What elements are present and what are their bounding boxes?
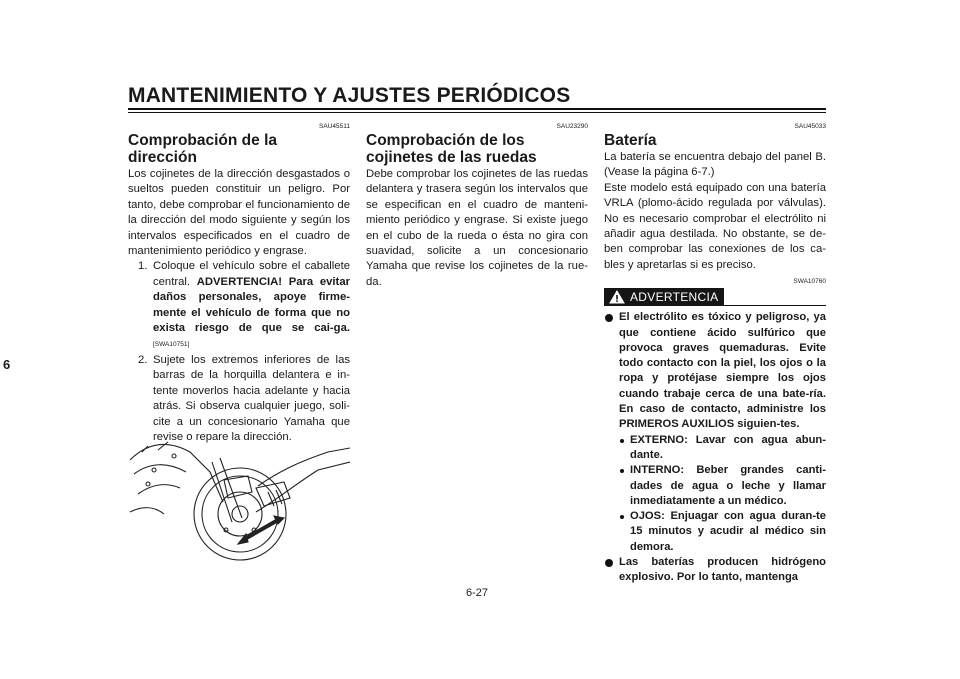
warning-sub-bullet <box>604 433 826 464</box>
warning-ref: [SWA10751] <box>153 341 190 349</box>
warning-code: SWA10760 <box>793 278 826 286</box>
sub-bullet-text: OJOS: Enjuagar con agua duran-te 15 minutos y acudir al médico sin demora. <box>630 510 826 553</box>
step-number: 2. <box>138 353 148 366</box>
step-text: Coloque el vehículo sobre el caballete central. <box>153 260 350 288</box>
warning-sub-bullet <box>604 509 826 555</box>
column-battery <box>604 122 826 586</box>
header-rule <box>128 108 826 113</box>
chapter-number: 6 <box>3 357 11 372</box>
steps-list <box>128 259 350 445</box>
list-item <box>128 259 350 352</box>
warning-banner <box>604 288 826 306</box>
sub-bullet-icon <box>620 515 624 519</box>
section-heading: Batería <box>604 132 657 149</box>
column-wheel-bearings <box>366 122 588 290</box>
step-warning: ADVERTENCIA! Para evitar daños personales, apoye firme-mente el vehículo de forma que no exista riesgo de que se cai-ga. <box>153 275 350 335</box>
warning-bullet <box>604 310 826 432</box>
section-body: Este modelo está equipado con una batería VRLA (plomo-ácido regulada por válvulas). No es necesario comprobar el electrólito ni añadir agua destilada. No obstante, se de-ben comprobar las conexiones de los ca-bles y apretarlas si es preciso. <box>604 181 826 271</box>
page-title: MANTENIMIENTO Y AJUSTES PERIÓDICOS <box>128 84 571 107</box>
section-code: SAU45033 <box>794 123 826 130</box>
step-number: 1. <box>138 260 148 273</box>
warning-bullet <box>604 555 826 586</box>
section-heading: Comprobación de los cojinetes de las ruedas <box>366 132 537 166</box>
section-body: Debe comprobar los cojinetes de las ruedas delantera y trasera según los intervalos que se especifican en el cuadro de manteni-miento periódico y engrase. Si existe juego en el cubo de la rueda o ésta no gira con suavidad, solicite a un concesionario Yamaha que revise los cojinetes de la rue-da. <box>366 168 588 288</box>
sub-bullet-icon <box>620 439 624 443</box>
sub-bullet-icon <box>620 469 624 473</box>
bullet-text: Las baterías producen hidrógeno explosivo. Por lo tanto, mantenga <box>619 556 826 584</box>
sub-bullet-text: INTERNO: Beber grandes canti-dades de agua o leche y llamar inmediatamente a un médico. <box>630 464 826 507</box>
warning-triangle-icon <box>609 290 625 304</box>
section-intro: Los cojinetes de la dirección desgastados o sueltos pueden constituir un peligro. Por tanto, debe comprobar el funcionamiento de la dirección del modo siguiente y según los intervalos especificados en el cuadro de mantenimiento periódico y engrase. <box>128 168 350 258</box>
section-heading: Comprobación de la dirección <box>128 132 277 166</box>
section-body: La batería se encuentra debajo del panel B. (Vease la página 6-7.) <box>604 151 826 179</box>
warning-sub-bullet <box>604 463 826 509</box>
warning-label <box>604 288 724 306</box>
sub-bullet-text: EXTERNO: Lavar con agua abun-dante. <box>630 433 826 461</box>
bullet-text: El electrólito es tóxico y peligroso, ya que contiene ácido sulfúrico que provoca graves quemaduras. Evite todo contacto con la piel, los ojos o la ropa y protéjase siempre los ojos cuando trabaje cerca de una bate-ría. En caso de contacto, administre los PRIMEROS AUXILIOS siguien-tes. <box>619 311 826 431</box>
steering-illustration <box>128 422 350 562</box>
bullet-icon <box>605 314 613 322</box>
warning-label-text: ADVERTENCIA <box>630 290 719 305</box>
column-steering <box>128 122 350 445</box>
warning-rule <box>724 305 826 306</box>
bullet-icon <box>605 559 613 567</box>
section-code: SAU45511 <box>319 123 350 130</box>
page-number: 6-27 <box>466 587 489 599</box>
step-text: Sujete los extremos inferiores de las barras de la horquilla delantera e in-tente moverlos hacia adelante y hacia atrás. Si observa cualquier juego, soli-cite a un concesionario Yamaha que revise o repare la dirección. <box>153 353 350 443</box>
section-code: SAU23290 <box>556 123 588 130</box>
